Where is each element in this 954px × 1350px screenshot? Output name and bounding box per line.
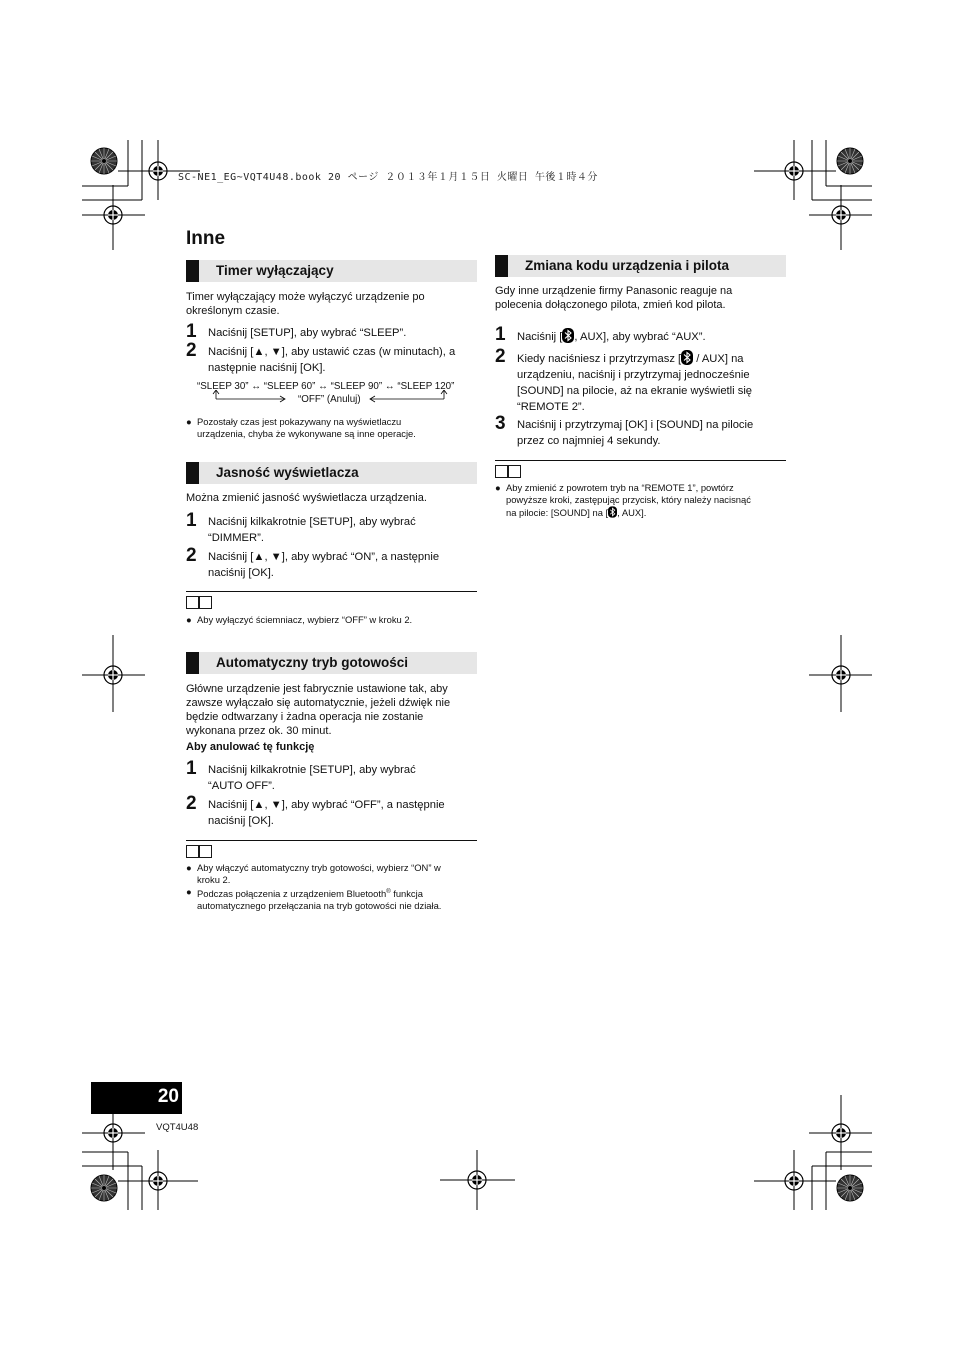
section-title: Timer wyłączający (216, 263, 334, 278)
section-header-timer (186, 260, 477, 282)
bluetooth-icon (562, 328, 574, 343)
section-header-dimmer (186, 462, 477, 484)
note-divider (186, 840, 477, 841)
page-title: Inne (186, 228, 226, 249)
section-title: Automatyczny tryb gotowości (216, 655, 409, 670)
sleep-cycle-line2: “OFF” (Anuluj) (298, 394, 361, 405)
cancel-heading: Aby anulować tę funkcję (186, 741, 315, 753)
page-number-box (91, 1082, 182, 1114)
page-number: 20 (157, 1086, 179, 1107)
section-header-autooff (186, 652, 477, 674)
note-divider (186, 591, 477, 592)
book-icon (186, 845, 212, 858)
book-icon (495, 465, 521, 478)
book-icon (186, 596, 212, 609)
note-divider (495, 460, 786, 461)
section-title: Zmiana kodu urządzenia i pilota (525, 258, 730, 273)
remote-intro: Gdy inne urządzenie firmy Panasonic reaguje na polecenia dołączonego pilota, zmień kod pilota. (495, 285, 733, 311)
print-header: SC-NE1_EG~VQT4U48.book 20 ページ ２０１３年１月１５日 火曜日 午後１時４分 (178, 172, 598, 183)
document-code: VQT4U48 (156, 1122, 199, 1133)
sleep-cycle-line1: “SLEEP 30” ↔ “SLEEP 60” ↔ “SLEEP 90” ↔ “SLEEP 120” (197, 381, 455, 392)
bluetooth-icon (608, 506, 617, 518)
autooff-intro: Główne urządzenie jest fabrycznie ustawione tak, aby zawsze wyłączało się automatycznie, jeżeli dźwięk nie będzie odtwarzany i żadna operacja nie zostanie wykonana przez ok. 30 minut. (186, 683, 451, 737)
section-title: Jasność wyświetlacza (216, 465, 359, 480)
bluetooth-icon (681, 350, 693, 365)
section-header-remote (495, 255, 786, 277)
dimmer-intro: Można zmienić jasność wyświetlacza urządzenia. (186, 492, 427, 504)
timer-intro: Timer wyłączający może wyłączyć urządzenie po określonym czasie. (186, 291, 425, 317)
